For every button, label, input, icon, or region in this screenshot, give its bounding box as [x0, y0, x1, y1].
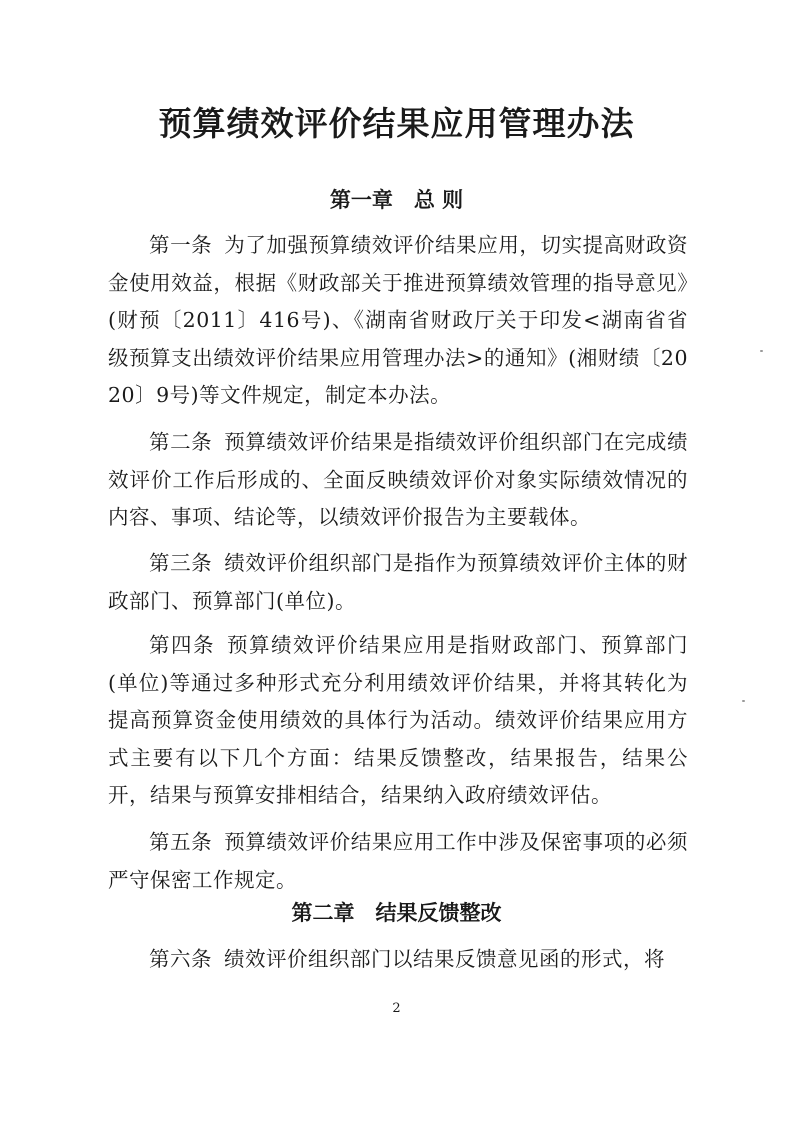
article-5	[108, 824, 688, 899]
article-text: 预算绩效评价结果应用是指财政部门、预算部门(单位)等通过多种形式充分利用绩效评价结果，并将其转化为提高预算资金使用绩效的具体行为活动。绩效评价结果应用方式主要有以下几个方面：结果反馈整改，结果报告，结果公开，结果与预算安排相结合，结果纳入政府绩效评估。	[108, 633, 688, 808]
article-6	[108, 941, 688, 979]
article-text: 绩效评价组织部门以结果反馈意见函的形式，将	[224, 947, 665, 971]
article-label: 第二条	[149, 430, 213, 454]
chapter-heading-2: 第二章 结果反馈整改	[291, 901, 502, 925]
chapter-heading-1: 第一章 总 则	[329, 188, 464, 212]
article-label: 第四条	[149, 633, 215, 657]
article-text: 预算绩效评价结果应用工作中涉及保密事项的必须严守保密工作规定。	[108, 830, 688, 892]
page-number: 2	[392, 1001, 401, 1016]
article-label: 第三条	[149, 551, 213, 575]
article-4	[108, 627, 688, 815]
article-3	[108, 545, 688, 620]
article-label: 第五条	[149, 830, 213, 854]
document-title: 预算绩效评价结果应用管理办法	[158, 104, 635, 143]
scan-speck	[760, 350, 763, 352]
article-text: 绩效评价组织部门是指作为预算绩效评价主体的财政部门、预算部门(单位)。	[108, 551, 688, 613]
article-text: 为了加强预算绩效评价结果应用，切实提高财政资金使用效益，根据《财政部关于推进预算绩效管理的指导意见》(财预〔2011〕416号)、《湖南省财政厅关于印发<湖南省省级预算支出绩效评价结果应用管理办法>的通知》(湘财绩〔2020〕9号)等文件规定，制定本办法。	[108, 233, 688, 408]
article-1	[108, 227, 688, 415]
article-text: 预算绩效评价结果是指绩效评价组织部门在完成绩效评价工作后形成的、全面反映绩效评价对象实际绩效情况的内容、事项、结论等，以绩效评价报告为主要载体。	[108, 430, 688, 530]
article-2	[108, 424, 688, 537]
article-label: 第一条	[149, 233, 213, 257]
scan-speck	[742, 700, 745, 702]
article-label: 第六条	[149, 947, 212, 971]
